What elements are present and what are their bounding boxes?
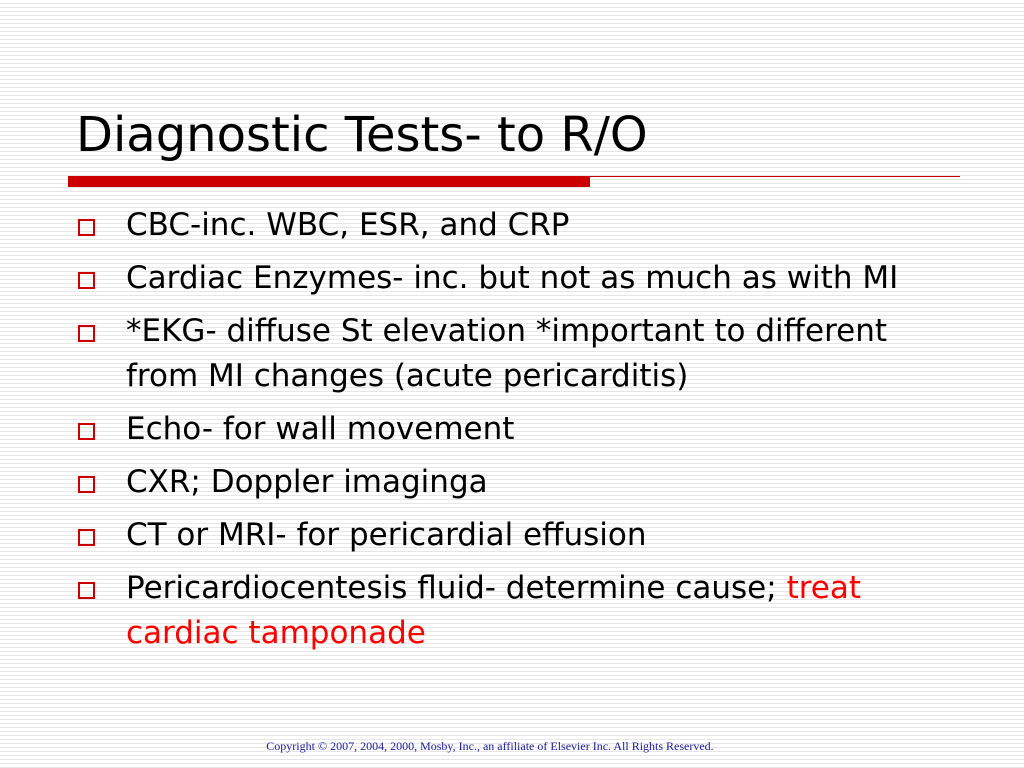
bullet-text: Echo- for wall movement	[126, 411, 515, 447]
bullet-text: CBC-inc. WBC, ESR, and CRP	[126, 207, 570, 243]
bullet-highlight-text: treat cardiac tamponade	[126, 570, 862, 651]
bullet-item	[76, 309, 956, 399]
copyright-notice: Copyright © 2007, 2004, 2000, Mosby, Inc., an affiliate of Elsevier Inc. All Rights Reserved.	[266, 739, 714, 753]
hollow-square-bullet-icon	[78, 272, 95, 289]
bullet-item	[76, 407, 956, 452]
title-underline	[590, 176, 960, 177]
bullet-item	[76, 566, 956, 656]
bullet-item	[76, 203, 956, 248]
hollow-square-bullet-icon	[78, 219, 95, 236]
bullet-item	[76, 513, 956, 558]
bullet-list	[76, 203, 956, 664]
hollow-square-bullet-icon	[78, 529, 95, 546]
bullet-text: CT or MRI- for pericardial effusion	[126, 517, 647, 553]
bullet-text: CXR; Doppler imaginga	[126, 464, 488, 500]
bullet-item	[76, 460, 956, 505]
hollow-square-bullet-icon	[78, 582, 95, 599]
hollow-square-bullet-icon	[78, 423, 95, 440]
hollow-square-bullet-icon	[78, 476, 95, 493]
slide-title: Diagnostic Tests- to R/O	[76, 107, 648, 163]
bullet-text: *EKG- diffuse St elevation *important to different from MI changes (acute pericarditis)	[126, 313, 888, 394]
bullet-item	[76, 256, 956, 301]
bullet-text: Cardiac Enzymes- inc. but not as much as with MI	[126, 260, 899, 296]
title-accent-bar	[68, 176, 590, 187]
hollow-square-bullet-icon	[78, 325, 95, 342]
bullet-text: Pericardiocentesis fluid- determine cause;	[126, 570, 787, 606]
